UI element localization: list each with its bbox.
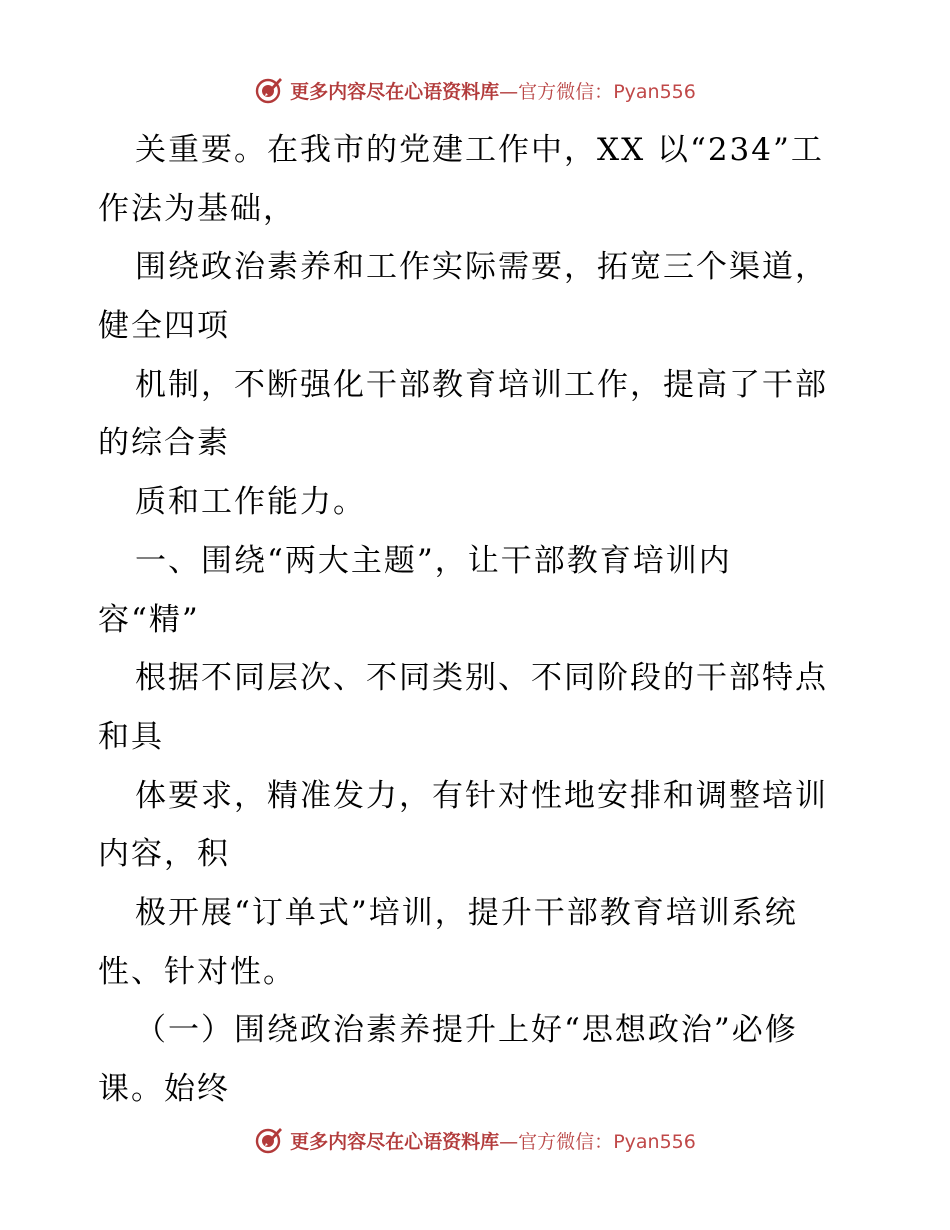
banner-sub-text: 官方微信： (518, 1130, 614, 1153)
subsection-heading (98, 1001, 858, 1060)
body-line-text: 质和工作能力。 (135, 484, 366, 521)
body-line-text: 内容，积 (98, 836, 230, 873)
banner-dash: — (499, 80, 519, 103)
section-heading-text: 容“精” (98, 601, 200, 638)
body-line (98, 473, 858, 532)
subsection-heading-text: （一）围绕政治素养提升上好“思想政治”必修 (135, 1012, 798, 1049)
body-line (98, 1060, 858, 1119)
body-line-text: 课。始终 (98, 1071, 230, 1107)
body-line-text: 体要求，精准发力，有针对性地安排和调整培训 (135, 777, 828, 814)
body-line (98, 121, 858, 180)
section-heading-cont (98, 591, 858, 650)
banner-sub-text: 官方微信： (518, 80, 614, 103)
body-line-text: 性、针对性。 (98, 953, 296, 990)
banner-wechat-id: Pyan556 (613, 80, 696, 103)
body-line-text: 健全四项 (98, 308, 230, 345)
body-line-text: 作法为基础， (98, 190, 296, 227)
header-banner (0, 73, 950, 107)
body-line-text: 围绕政治素养和工作实际需要，拓宽三个渠道， (135, 249, 828, 286)
pen-logo-icon (254, 1125, 284, 1155)
body-line-text: 根据不同层次、不同类别、不同阶段的干部特点 (135, 660, 828, 697)
banner-main-text: 更多内容尽在心语资料库 (290, 1130, 500, 1153)
body-line (98, 825, 858, 884)
body-line-text: 和具 (98, 718, 164, 755)
banner-dash: — (499, 1130, 519, 1153)
banner-wechat-id: Pyan556 (613, 1130, 696, 1153)
body-line (98, 297, 858, 356)
body-line (98, 649, 858, 708)
body-line (98, 767, 858, 826)
body-line-text: 关重要。在我市的党建工作中，XX 以“234”工 (135, 132, 824, 168)
banner-text (290, 1127, 696, 1154)
body-line (98, 180, 858, 239)
section-heading-text: 一、围绕“两大主题”，让干部教育培训内 (135, 542, 732, 579)
body-line-text: 机制，不断强化干部教育培训工作，提高了干部 (135, 366, 828, 403)
body-line (98, 356, 858, 415)
body-line (98, 884, 858, 943)
pen-logo-icon (254, 75, 284, 105)
footer-banner (0, 1123, 950, 1157)
banner-main-text: 更多内容尽在心语资料库 (290, 80, 500, 103)
body-line-text: 极开展“订单式”培训，提升干部教育培训系统 (135, 894, 798, 931)
document-body (98, 121, 858, 1119)
body-line (98, 238, 858, 297)
body-line (98, 943, 858, 1002)
body-line (98, 708, 858, 767)
section-heading (98, 532, 858, 591)
body-line-text: 的综合素 (98, 425, 230, 462)
body-line (98, 414, 858, 473)
banner-text (290, 77, 696, 104)
